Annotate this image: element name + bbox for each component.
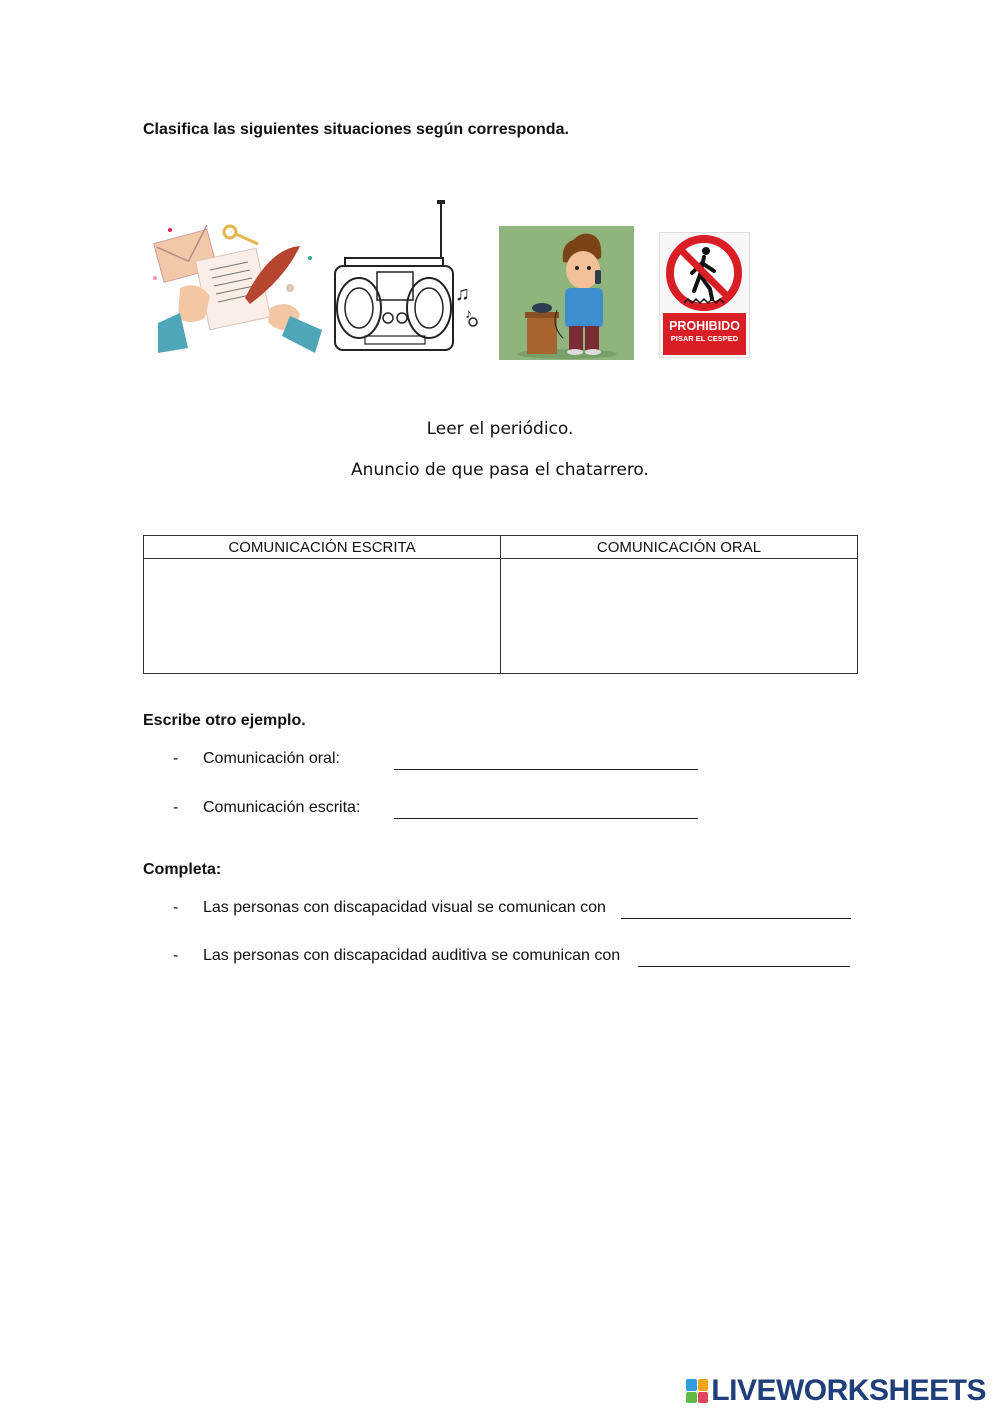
hearing-disability-input[interactable] xyxy=(638,952,850,967)
sign-text-panel xyxy=(663,313,746,355)
drop-zone-escrita[interactable] xyxy=(144,559,501,674)
written-example-input[interactable] xyxy=(394,804,698,819)
situation-1[interactable]: Leer el periódico. xyxy=(426,419,574,439)
svg-text:♫: ♫ xyxy=(455,283,470,305)
hearing-disability-label: Las personas con discapacidad auditiva se comunican con xyxy=(203,947,621,964)
drop-zone-oral[interactable] xyxy=(501,559,858,674)
column-header-oral: COMUNICACIÓN ORAL xyxy=(501,536,858,559)
sign-line-2: PISAR EL CESPED xyxy=(670,334,739,343)
writing-letter-image xyxy=(150,218,325,358)
classification-table xyxy=(143,535,858,674)
phone-call-image xyxy=(499,226,634,360)
visual-disability-label: Las personas con discapacidad visual se comunican con xyxy=(203,899,606,916)
section-example-title: Escribe otro ejemplo. xyxy=(143,712,306,729)
situation-2[interactable]: Anuncio de que pasa el chatarrero. xyxy=(351,460,649,480)
instruction-title: Clasifica las siguientes situaciones según corresponda. xyxy=(143,121,569,138)
written-example-label: Comunicación escrita: xyxy=(203,799,361,816)
prohibition-sign-image xyxy=(659,232,750,358)
section-complete-title: Completa: xyxy=(143,861,222,878)
liveworksheets-logo xyxy=(686,1374,986,1408)
column-header-escrita: COMUNICACIÓN ESCRITA xyxy=(144,536,501,559)
visual-disability-input[interactable] xyxy=(621,904,851,919)
brand-text: LIVEWORKSHEETS xyxy=(711,1374,986,1407)
bullet-dash: - xyxy=(173,899,179,916)
liveworksheets-icon xyxy=(686,1379,708,1403)
sign-line-1: PROHIBIDO xyxy=(669,319,740,333)
svg-text:♪: ♪ xyxy=(465,305,472,321)
radio-image xyxy=(333,200,483,352)
bullet-dash: - xyxy=(173,799,179,816)
bullet-dash: - xyxy=(173,947,179,964)
oral-example-label: Comunicación oral: xyxy=(203,750,340,767)
no-walking-icon xyxy=(660,233,749,315)
bullet-dash: - xyxy=(173,750,179,767)
oral-example-input[interactable] xyxy=(394,755,698,770)
